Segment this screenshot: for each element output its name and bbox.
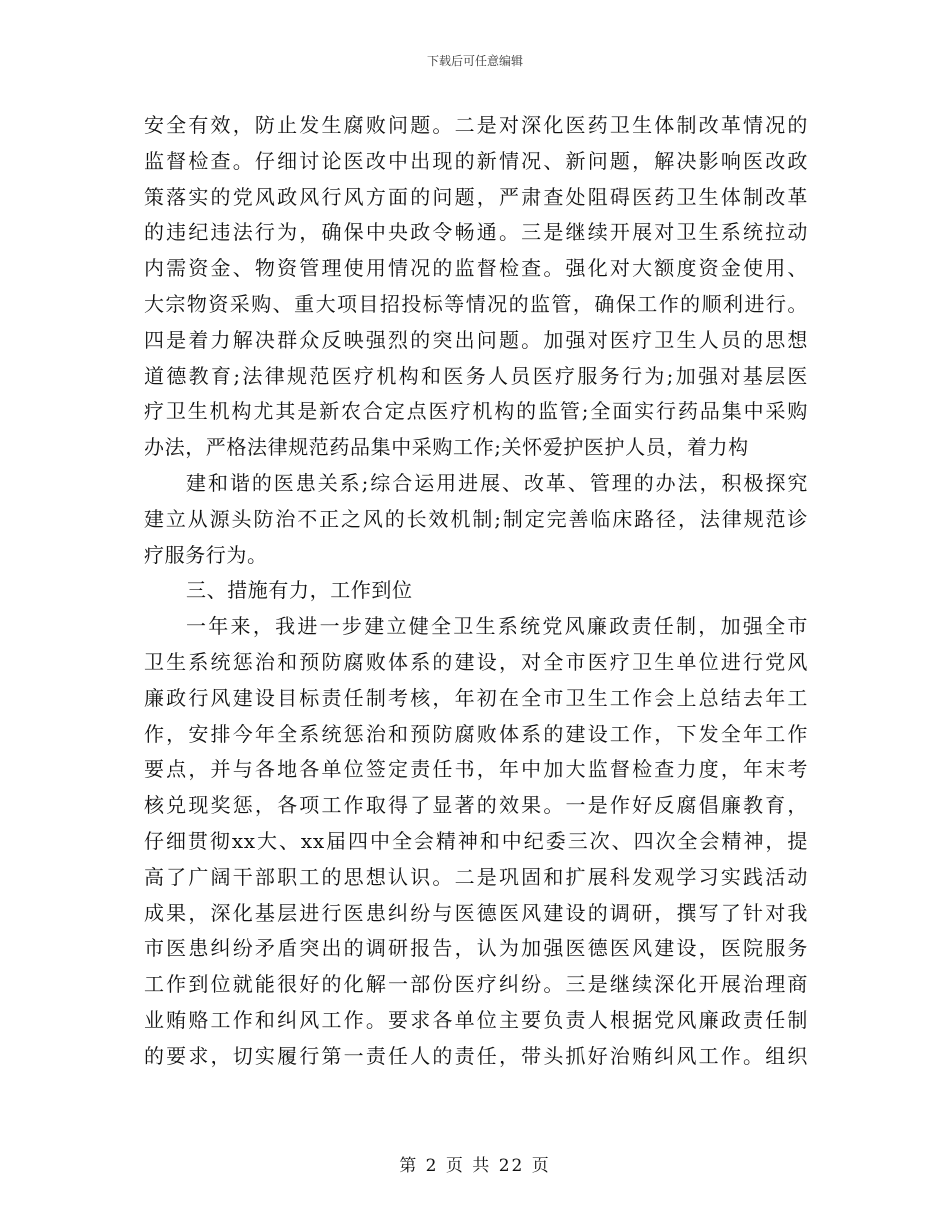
text-line: 三、措施有力，工作到位: [186, 578, 413, 603]
text-line: 内需资金、物资管理使用情况的监督检查。强化对大额度资金使用、: [144, 256, 808, 281]
text-line: 疗卫生机构尤其是新农合定点医疗机构的监管;全面实行药品集中采购: [144, 399, 808, 424]
text-line: 仔细贯彻xx大、xx届四中全会精神和中纪委三次、四次全会精神，提: [144, 828, 808, 853]
text-line: 高了广阔干部职工的思想认识。二是巩固和扩展科发观学习实践活动: [144, 864, 808, 889]
document-body: [144, 108, 808, 1075]
text-line: 要点，并与各地各单位签定责任书，年中加大监督检查力度，年末考: [144, 757, 808, 782]
text-line: 廉政行风建设目标责任制考核，年初在全市卫生工作会上总结去年工: [144, 685, 808, 710]
text-line: 工作到位就能很好的化解一部份医疗纠纷。三是继续深化开展治理商: [144, 972, 808, 997]
text-line: 卫生系统惩治和预防腐败体系的建设，对全市医疗卫生单位进行党风: [144, 649, 808, 674]
text-line: 业贿赂工作和纠风工作。要求各单位主要负责人根据党风廉政责任制: [144, 1007, 808, 1032]
text-line: 作，安排今年全系统惩治和预防腐败体系的建设工作，下发全年工作: [144, 721, 808, 746]
text-line: 监督检查。仔细讨论医改中出现的新情况、新问题，解决影响医改政: [144, 148, 808, 173]
text-line: 大宗物资采购、重大项目招投标等情况的监管，确保工作的顺利进行。: [144, 291, 808, 316]
text-line: 的要求，切实履行第一责任人的责任，带头抓好治贿纠风工作。组织: [144, 1043, 808, 1068]
text-line: 建和谐的医患关系;综合运用进展、改革、管理的办法，积极探究: [186, 470, 808, 495]
text-line: 疗服务行为。: [144, 542, 268, 567]
text-line: 安全有效，防止发生腐败问题。二是对深化医药卫生体制改革情况的: [144, 113, 808, 137]
text-line: 策落实的党风政风行风方面的问题，严肃查处阻碍医药卫生体制改革: [144, 184, 808, 209]
text-line: 办法，严格法律规范药品集中采购工作;关怀爱护医护人员，着力构: [144, 435, 749, 460]
text-line: 四是着力解决群众反映强烈的突出问题。加强对医疗卫生人员的思想: [144, 327, 808, 352]
text-line: 核兑现奖惩，各项工作取得了显著的效果。一是作好反腐倡廉教育，: [144, 793, 808, 818]
text-line: 成果，深化基层进行医患纠纷与医德医风建设的调研，撰写了针对我: [144, 900, 808, 925]
page-header: 下载后可任意编辑: [426, 54, 523, 68]
text-line: 一年来，我进一步建立健全卫生系统党风廉政责任制，加强全市: [186, 614, 808, 639]
text-line: 道德教育;法律规范医疗机构和医务人员医疗服务行为;加强对基层医: [144, 363, 808, 388]
text-line: 建立从源头防治不正之风的长效机制;制定完善临床路径，法律规范诊: [144, 506, 808, 531]
page-number: 第 2 页 共 22 页: [399, 1156, 551, 1176]
text-line: 的违纪违法行为，确保中央政令畅通。三是继续开展对卫生系统拉动: [144, 220, 808, 245]
text-line: 市医患纠纷矛盾突出的调研报告，认为加强医德医风建设，医院服务: [144, 936, 808, 961]
